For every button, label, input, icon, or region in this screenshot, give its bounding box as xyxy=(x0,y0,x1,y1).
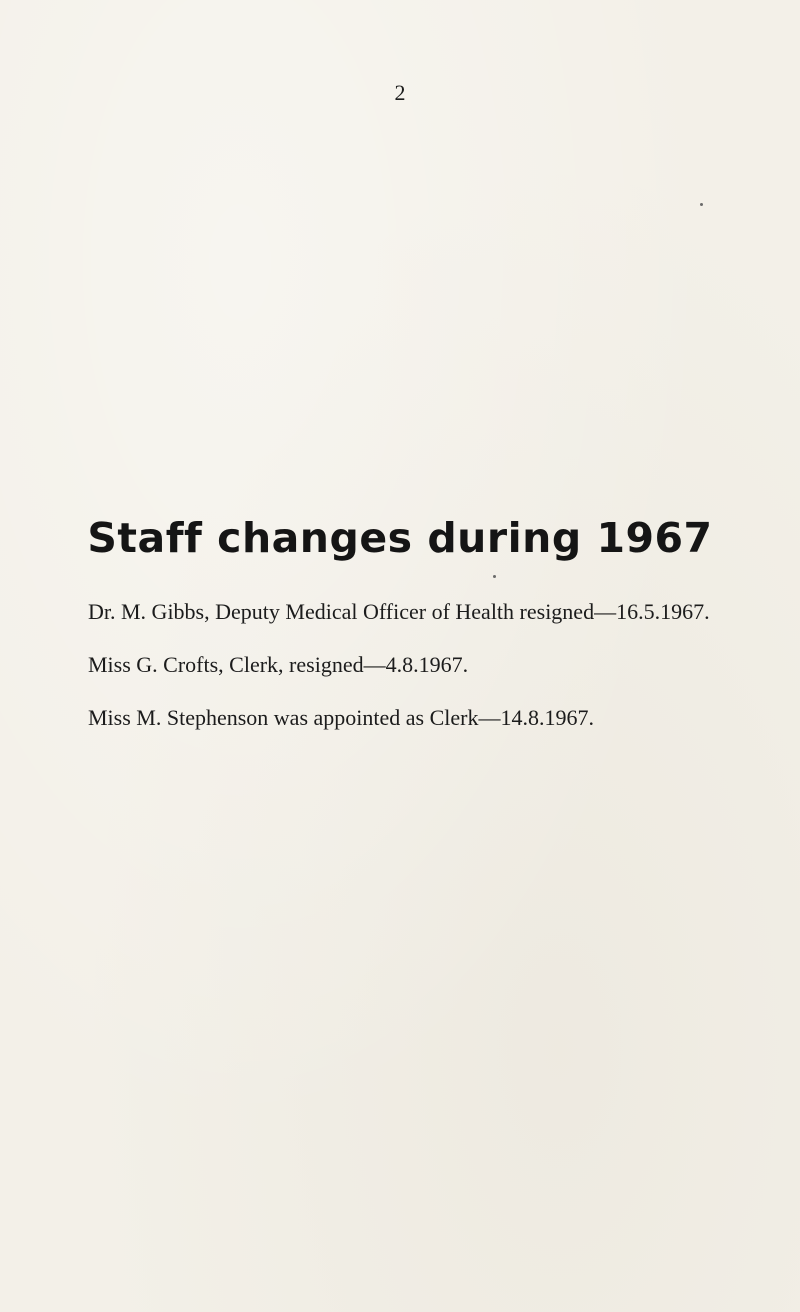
staff-change-entry: Dr. M. Gibbs, Deputy Medical Officer of Health resigned—16.5.1967. xyxy=(88,599,710,624)
staff-change-entry: Miss M. Stephenson was appointed as Clerk—14.8.1967. xyxy=(88,705,594,730)
ink-speck xyxy=(700,203,703,206)
ink-speck xyxy=(493,575,496,578)
staff-changes-list xyxy=(88,598,788,757)
page-number: 2 xyxy=(394,80,406,105)
staff-change-entry: Miss G. Crofts, Clerk, resigned—4.8.1967. xyxy=(88,652,469,677)
page-title: Staff changes during 1967 xyxy=(87,514,713,562)
